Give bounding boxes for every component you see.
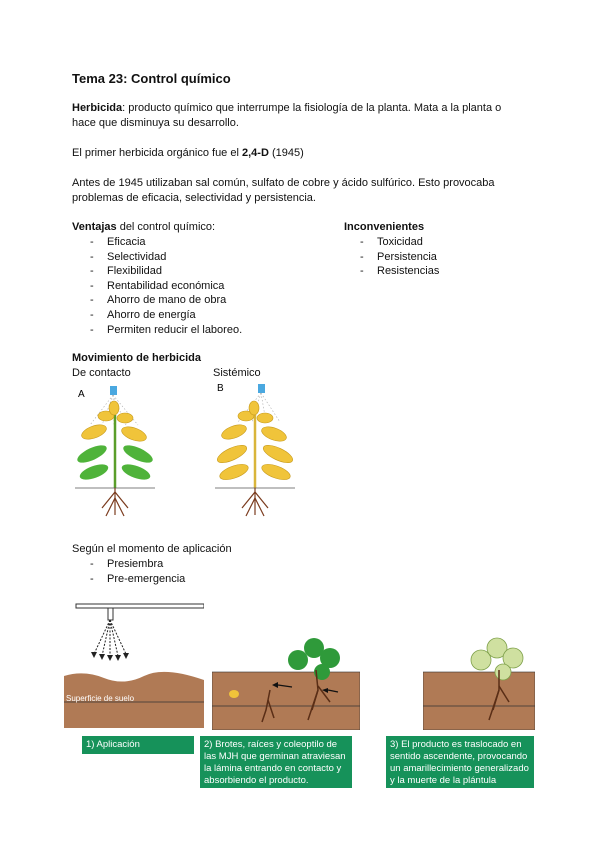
soil-block — [423, 672, 535, 730]
caption-translocation: 3) El producto es traslocado en sentido ascendente, provocando un amarillecimiento generalizado y la muerte de la plántula — [386, 736, 534, 788]
caption-application: 1) Aplicación — [82, 736, 194, 754]
momento-list — [72, 557, 185, 586]
list-item: - Ahorro de mano de obra — [72, 293, 242, 308]
before-1945-line1: Antes de 1945 utilizaban sal común, sulfato de cobre y ácido sulfúrico. Esto provocaba — [72, 177, 495, 189]
seed-icon — [229, 690, 239, 698]
first-herbicide-year: (1945) — [268, 147, 304, 159]
systemic-label: Sistémico — [213, 367, 261, 379]
movimiento-heading: Movimiento de herbicida — [72, 352, 201, 364]
herbicida-definition-text: : producto químico que interrumpe la fisiología de la planta. Mata a la planta o — [122, 102, 502, 114]
contact-plant-illustration — [70, 380, 160, 520]
list-item: - Presiembra — [72, 557, 185, 572]
list-item: - Resistencias — [342, 264, 439, 279]
figure-b-label: B — [217, 383, 224, 394]
inconvenientes-heading: Inconvenientes — [344, 221, 425, 233]
first-herbicide-sentence — [72, 146, 304, 161]
root-icon — [102, 488, 128, 516]
spray-boom-icon — [76, 604, 204, 608]
first-herbicide-prefix: El primer herbicida orgánico fue el — [72, 147, 242, 159]
list-item: - Flexibilidad — [72, 264, 242, 279]
figure-a-label: A — [78, 389, 85, 400]
ventajas-list — [72, 235, 242, 337]
root-icon — [242, 488, 268, 516]
soil-surface-label: Superficie de suelo — [66, 694, 135, 703]
list-item: - Rentabilidad económica — [72, 279, 242, 294]
momento-heading: Según el momento de aplicación — [72, 543, 232, 555]
list-item: - Selectividad — [72, 250, 242, 265]
systemic-plant-illustration — [210, 380, 300, 520]
soil-block — [212, 672, 360, 730]
herbicida-definition-line1 — [72, 101, 501, 116]
list-item: - Toxicidad — [342, 235, 439, 250]
germination-diagram — [212, 630, 360, 730]
inconvenientes-list — [342, 235, 439, 279]
ventajas-heading — [72, 220, 215, 235]
list-item: - Ahorro de energía — [72, 308, 242, 323]
ventajas-heading-bold: Ventajas — [72, 221, 117, 233]
sprayer-nozzle-icon — [110, 386, 117, 395]
nozzle-icon — [108, 608, 113, 620]
list-item: - Persistencia — [342, 250, 439, 265]
contact-label: De contacto — [72, 367, 131, 379]
list-item: - Eficacia — [72, 235, 242, 250]
page-title: Tema 23: Control químico — [72, 71, 231, 86]
list-item: - Pre-emergencia — [72, 572, 185, 587]
herbicida-definition-line2: hace que disminuya su desarrollo. — [72, 117, 239, 129]
first-herbicide-name: 2,4-D — [241, 147, 269, 159]
sprayer-nozzle-icon — [258, 384, 265, 393]
spray-arrows-icon — [94, 620, 126, 656]
application-diagram — [64, 598, 204, 728]
ventajas-heading-rest: del control químico: — [116, 221, 216, 233]
caption-germination: 2) Brotes, raíces y coleoptilo de las MJH que germinan atraviesan la lámina entrando en contacto y absorbiendo el producto. — [200, 736, 352, 788]
herbicida-term: Herbicida — [72, 102, 123, 114]
list-item: - Permiten reducir el laboreo. — [72, 323, 242, 338]
before-1945-line2: problemas de eficacia, selectividad y persistencia. — [72, 192, 316, 204]
translocation-diagram — [423, 630, 535, 730]
